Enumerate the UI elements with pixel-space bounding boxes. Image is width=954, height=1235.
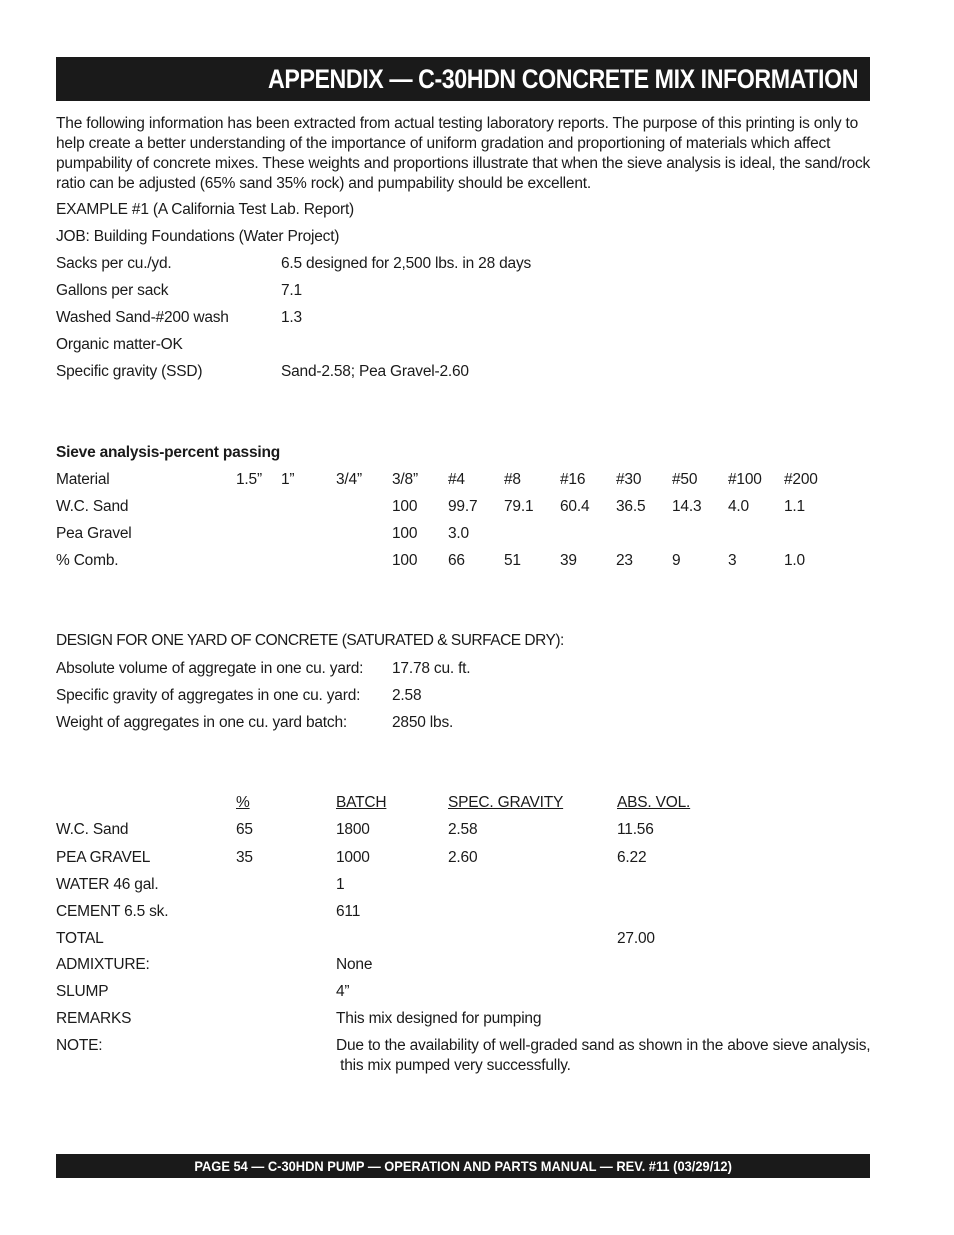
note-label: NOTE:	[56, 1037, 103, 1054]
prop-value: Sand-2.58; Pea Gravel-2.60	[281, 363, 469, 380]
design-title: DESIGN FOR ONE YARD OF CONCRETE (SATURATED & SURFACE DRY):	[56, 632, 564, 649]
intro-paragraph: The following information has been extracted from actual testing laboratory reports. The purpose of this printing is only to help create a better understanding of the importance of uniform gradation and proportioning of materials which affect pumpability of concrete mixes. These weights and proportions illustrate that when the sieve analysis is ideal, the sand/rock ratio can be adjusted (65% sand 35% rock) and pumpability should be excellent.	[56, 115, 871, 192]
sieve-header-cell: 1”	[281, 471, 295, 488]
prop-label: Sacks per cu./yd.	[56, 255, 172, 272]
batch-cell: PEA GRAVEL	[56, 849, 151, 866]
footer-text: PAGE 54 — C-30HDN PUMP — OPERATION AND PARTS MANUAL — REV. #11 (03/29/12)	[194, 1158, 732, 1174]
batch-cell: 2.60	[448, 849, 478, 866]
page-title: APPENDIX — C-30HDN CONCRETE MIX INFORMATION	[267, 63, 858, 94]
batch-header-cell: ABS. VOL.	[617, 794, 691, 811]
sieve-cell: 66	[448, 552, 465, 569]
sieve-cell: 23	[616, 552, 633, 569]
sieve-header-cell: #16	[560, 471, 586, 488]
batch-cell: 1800	[336, 821, 370, 838]
batch-header-cell: BATCH	[336, 794, 387, 811]
batch-cell: W.C. Sand	[56, 821, 129, 838]
design-value: 2.58	[392, 687, 422, 704]
sieve-cell: 9	[672, 552, 681, 569]
prop-label: Washed Sand-#200 wash	[56, 309, 229, 326]
sieve-cell: 100	[392, 525, 418, 542]
batch-cell: This mix designed for pumping	[336, 1010, 542, 1027]
sieve-cell: 100	[392, 552, 418, 569]
sieve-title: Sieve analysis-percent passing	[56, 444, 281, 461]
sieve-cell: 60.4	[560, 498, 590, 515]
sieve-cell: 4.0	[728, 498, 749, 515]
batch-cell: TOTAL	[56, 930, 104, 947]
batch-cell: 611	[336, 903, 361, 920]
sieve-header-cell: #100	[728, 471, 762, 488]
batch-cell: 65	[236, 821, 253, 838]
sieve-cell: 39	[560, 552, 577, 569]
batch-cell: None	[336, 956, 373, 973]
sieve-cell: 14.3	[672, 498, 702, 515]
design-label: Specific gravity of aggregates in one cu. yard:	[56, 687, 361, 704]
sieve-header-cell: 3/8”	[392, 471, 418, 488]
sieve-cell: 100	[392, 498, 418, 515]
batch-cell: 1000	[336, 849, 370, 866]
job-label: JOB: Building Foundations (Water Project)	[56, 228, 340, 245]
sieve-header-cell: #30	[616, 471, 642, 488]
batch-cell: 27.00	[617, 930, 655, 947]
batch-header-cell: SPEC. GRAVITY	[448, 794, 564, 811]
design-label: Weight of aggregates in one cu. yard batch:	[56, 714, 347, 731]
sieve-header-cell: 3/4”	[336, 471, 362, 488]
prop-label: Organic matter-OK	[56, 336, 183, 353]
prop-value: 1.3	[281, 309, 302, 326]
example-label: EXAMPLE #1 (A California Test Lab. Report)	[56, 201, 355, 218]
batch-cell: 1	[336, 876, 345, 893]
batch-cell: 11.56	[617, 821, 654, 838]
sieve-cell: 3	[728, 552, 737, 569]
prop-value: 7.1	[281, 282, 302, 299]
design-value: 2850 lbs.	[392, 714, 454, 731]
batch-cell: SLUMP	[56, 983, 109, 1000]
prop-label: Specific gravity (SSD)	[56, 363, 203, 380]
sieve-header-cell: Material	[56, 471, 110, 488]
sieve-cell: 1.1	[784, 498, 805, 515]
batch-cell: 4”	[336, 983, 350, 1000]
sieve-cell: 36.5	[616, 498, 646, 515]
note-line: this mix pumped very successfully.	[336, 1057, 571, 1074]
sieve-cell: W.C. Sand	[56, 498, 129, 515]
note-line: Due to the availability of well-graded sand as shown in the above sieve analysis,	[336, 1037, 871, 1054]
sieve-cell: 99.7	[448, 498, 478, 515]
prop-value: 6.5 designed for 2,500 lbs. in 28 days	[281, 255, 532, 272]
batch-cell: 35	[236, 849, 253, 866]
sieve-header-cell: #200	[784, 471, 818, 488]
design-value: 17.78 cu. ft.	[392, 660, 471, 677]
batch-cell: WATER 46 gal.	[56, 876, 159, 893]
design-label: Absolute volume of aggregate in one cu. yard:	[56, 660, 364, 677]
sieve-header-cell: 1.5”	[236, 471, 262, 488]
batch-cell: CEMENT 6.5 sk.	[56, 903, 169, 920]
page-header-banner	[56, 57, 870, 101]
sieve-header-cell: #8	[504, 471, 521, 488]
sieve-header-cell: #50	[672, 471, 698, 488]
sieve-cell: 3.0	[448, 525, 469, 542]
page-footer	[56, 1154, 870, 1178]
sieve-cell: 51	[504, 552, 521, 569]
batch-cell: 2.58	[448, 821, 478, 838]
batch-cell: 6.22	[617, 849, 647, 866]
batch-cell: ADMIXTURE:	[56, 956, 150, 973]
batch-cell: REMARKS	[56, 1010, 132, 1027]
batch-header-cell: %	[236, 794, 250, 811]
prop-label: Gallons per sack	[56, 282, 169, 299]
sieve-cell: 79.1	[504, 498, 534, 515]
sieve-cell: 1.0	[784, 552, 805, 569]
sieve-cell: Pea Gravel	[56, 525, 132, 542]
sieve-cell: % Comb.	[56, 552, 119, 569]
sieve-header-cell: #4	[448, 471, 465, 488]
